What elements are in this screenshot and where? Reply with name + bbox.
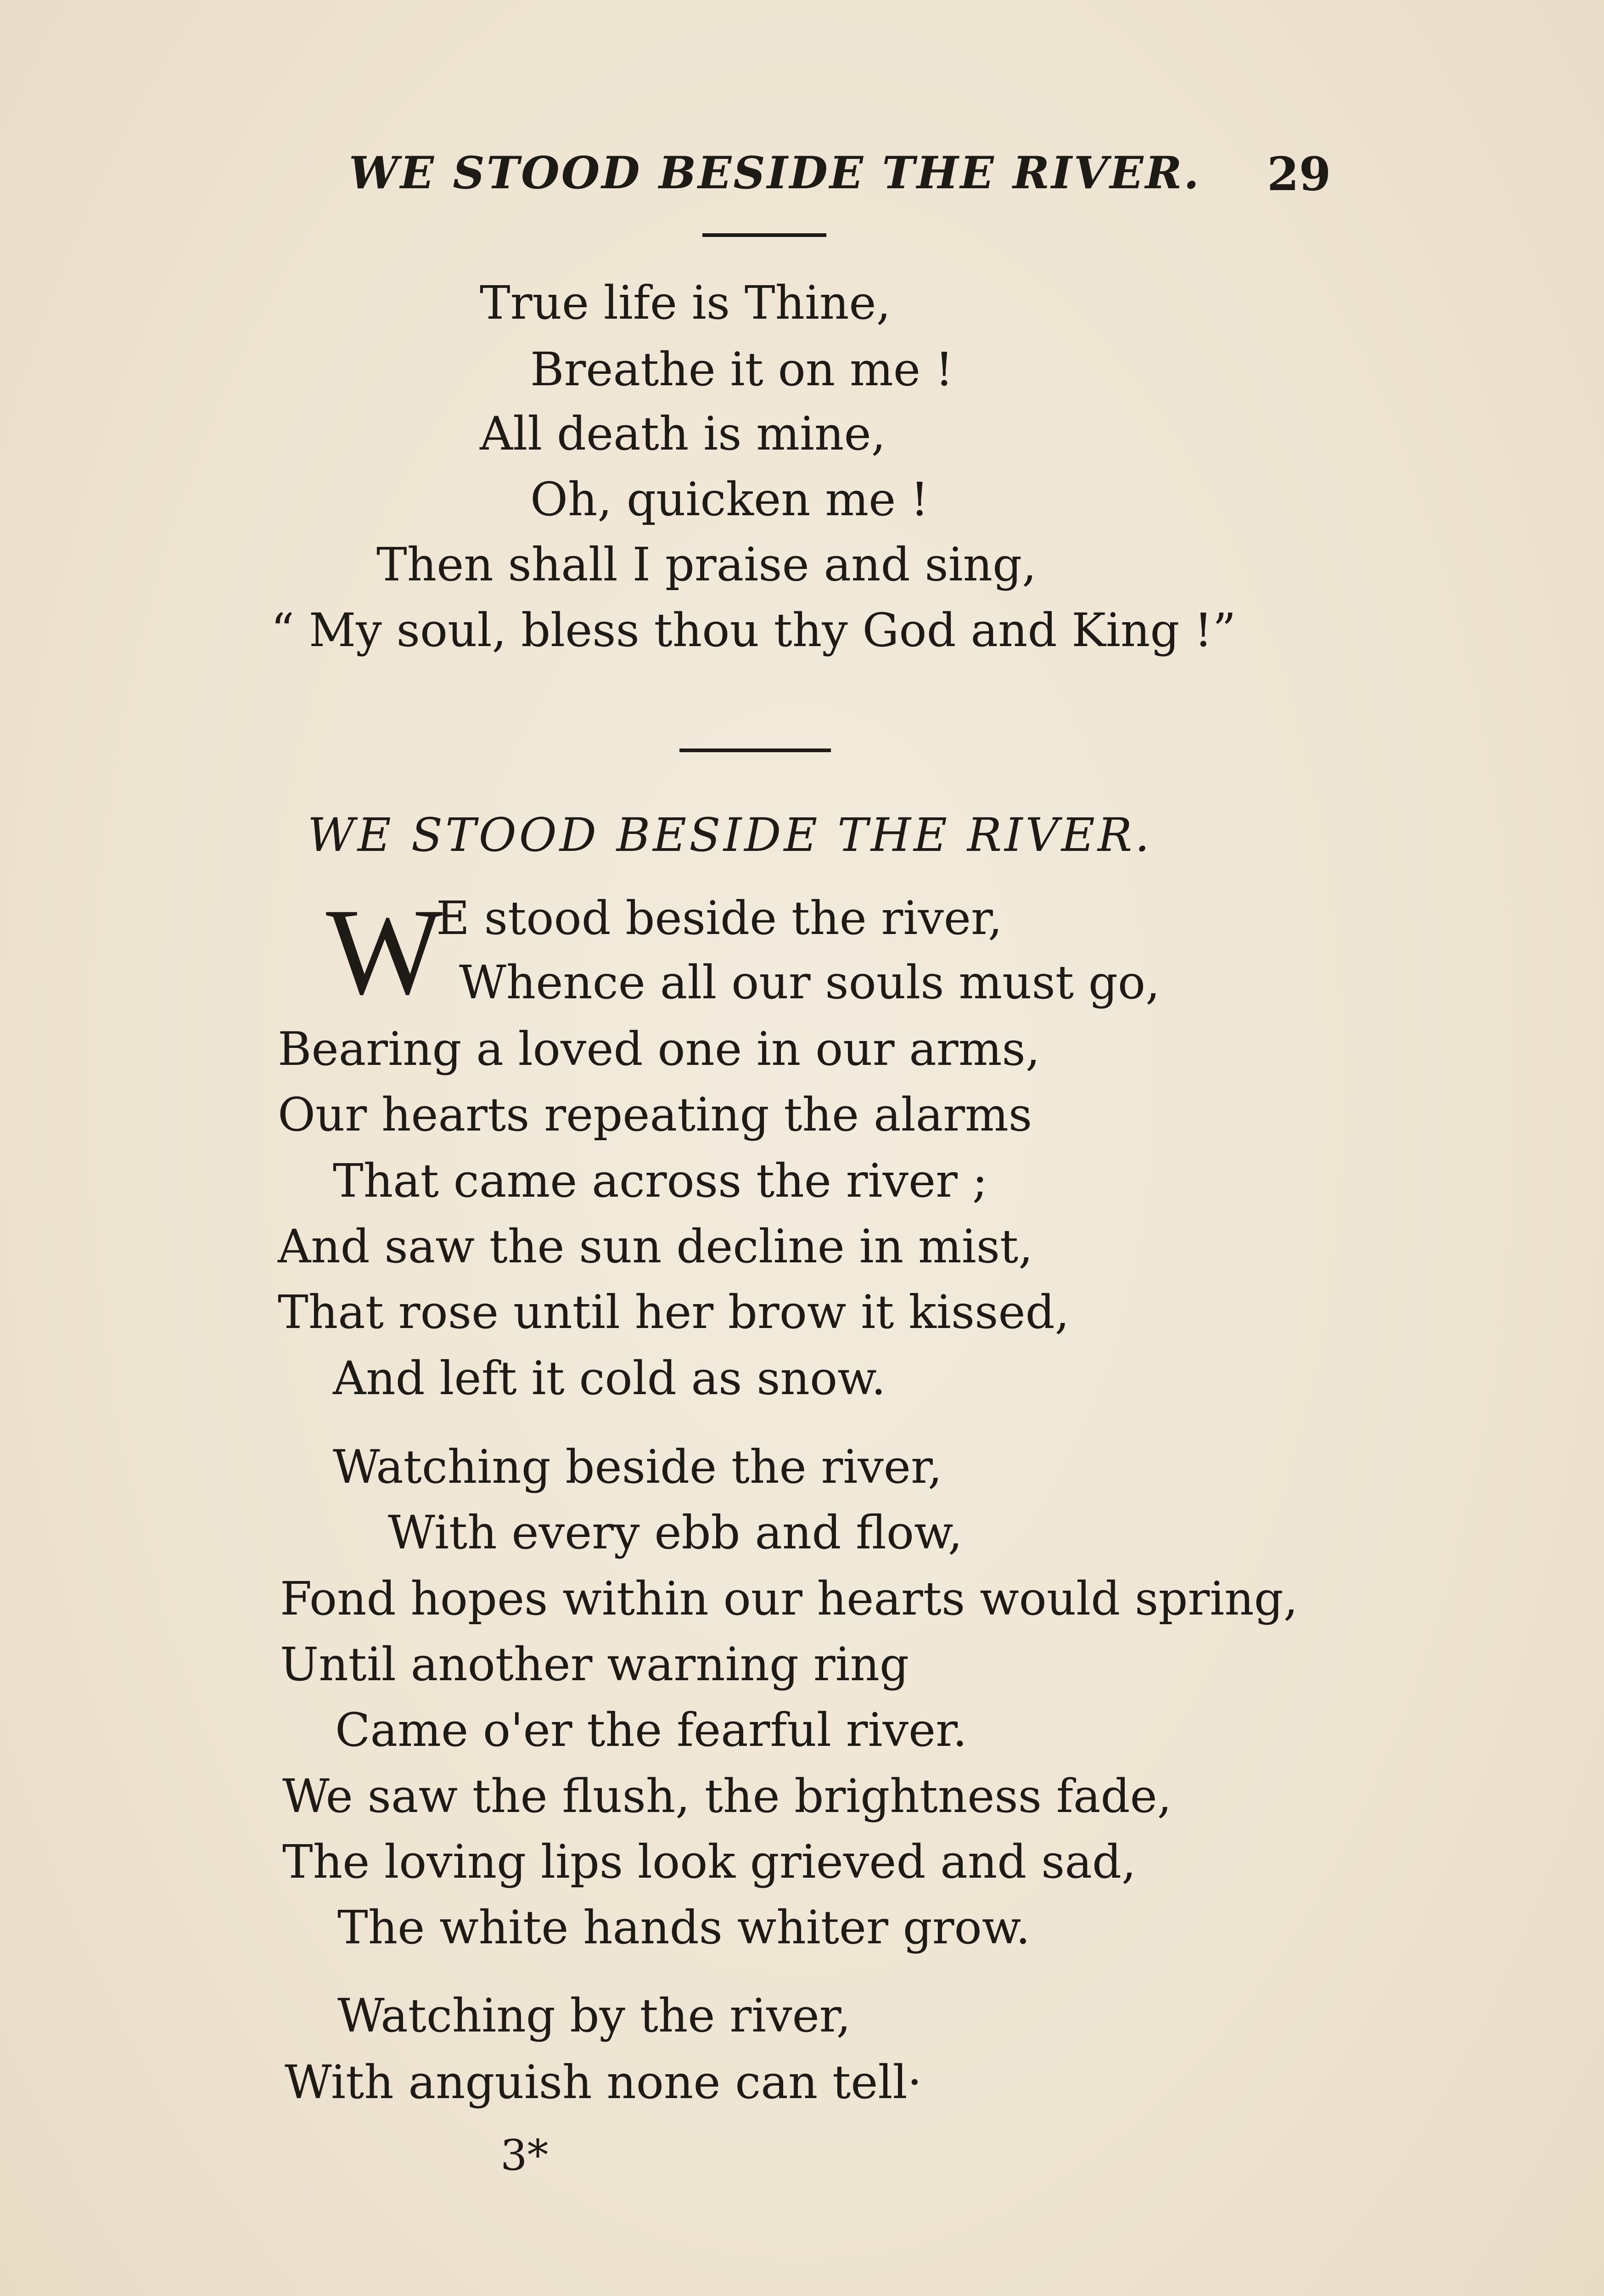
verse-line: And left it cold as snow. [333,1351,886,1405]
verse-line: And saw the sun decline in mist, [278,1220,1033,1273]
verse-line: With anguish none can tell· [285,2055,922,2109]
verse-line: Watching beside the river, [333,1440,942,1494]
verse-line: True life is Thine, [480,276,891,330]
verse-line: The loving lips look grieved and sad, [282,1835,1136,1889]
verse-line: With every ebb and flow, [388,1506,963,1559]
verse-line: Then shall I praise and sing, [376,538,1037,591]
verse-line: Whence all our souls must go, [459,956,1160,1009]
verse-line: Bearing a loved one in our arms, [278,1022,1040,1076]
verse-line: We saw the flush, the brightness fade, [282,1769,1172,1823]
verse-line: All death is mine, [480,407,886,461]
signature-mark: 3* [500,2131,549,2180]
verse-line: That rose until her brow it kissed, [278,1285,1070,1339]
verse-line: Breathe it on me ! [530,343,953,396]
verse-line: Oh, quicken me ! [530,473,929,526]
verse-line: E stood beside the river, [436,891,1003,945]
verse-line: Came o'er the fearful river. [335,1703,967,1757]
drop-cap: W [326,883,443,1020]
page-number: 29 [1267,147,1331,201]
verse-line: That came across the river ; [333,1154,988,1208]
verse-line: Our hearts repeating the alarms [278,1088,1032,1142]
running-title: WE STOOD BESIDE THE RIVER. [349,147,1201,199]
verse-line: “ My soul, bless thou thy God and King !” [271,603,1236,657]
verse-line: The white hands whiter grow. [337,1901,1031,1954]
section-rule [679,748,831,752]
header-rule [702,233,826,237]
verse-line: Until another warning ring [280,1638,909,1691]
verse-line: Fond hopes within our hearts would spring, [280,1572,1298,1626]
poem-title: WE STOOD BESIDE THE RIVER. [308,808,1152,862]
verse-line: Watching by the river, [337,1989,851,2043]
